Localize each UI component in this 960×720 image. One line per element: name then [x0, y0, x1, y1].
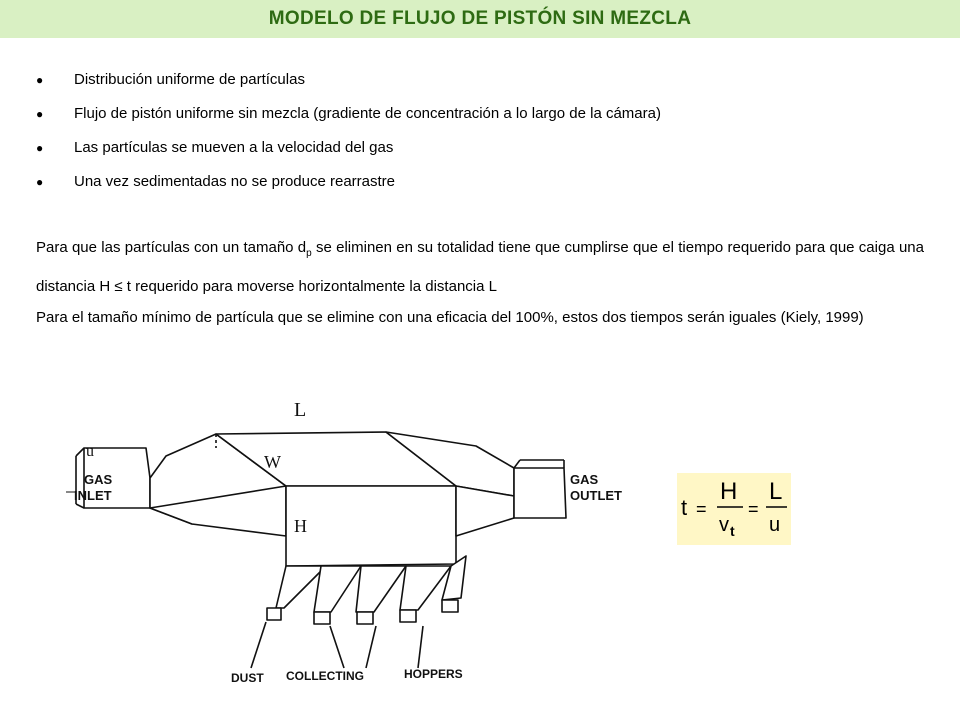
bullet-item — [36, 168, 926, 202]
bullet-list — [36, 66, 926, 202]
formula-equals-1: = — [696, 499, 707, 519]
time-equality-formula — [677, 473, 791, 545]
bullet-marker: ● — [36, 107, 44, 121]
formula-denominator-subscript-t: t — [730, 523, 735, 539]
bullet-item — [36, 66, 926, 100]
gas-inlet-label-2: INLET — [74, 488, 112, 503]
gas-outlet-label-2: OUTLET — [570, 488, 622, 503]
formula-denominator-v: v — [719, 514, 729, 536]
caption-dust: DUST — [231, 671, 264, 685]
paragraph1-after: se eliminen en su totalidad tiene que cumplirse que el tiempo requerido para que caiga una distancia H ≤ t requerido para moverse horizontalmente la distancia L — [36, 239, 924, 295]
bullet-marker: ● — [36, 175, 44, 189]
bullet-text: Una vez sedimentadas no se produce rearrastre — [74, 173, 396, 190]
page-title: MODELO DE FLUJO DE PISTÓN SIN MEZCLA — [268, 8, 692, 29]
caption-arrows — [251, 622, 423, 668]
gas-inlet-label-1: GAS — [84, 472, 113, 487]
formula-denominator-u: u — [769, 514, 781, 536]
diagram-label-u: u — [86, 443, 94, 460]
bullet-marker: ● — [36, 141, 44, 155]
bullet-text: Flujo de pistón uniforme sin mezcla (gradiente de concentración a lo largo de la cámara) — [74, 105, 661, 122]
formula-drawing — [677, 473, 791, 545]
bullet-text: Distribución uniforme de partículas — [74, 71, 305, 88]
settling-chamber-diagram — [66, 386, 626, 711]
diagram-label-h: H — [294, 516, 307, 536]
bullet-marker: ● — [36, 73, 44, 87]
paragraph1-subscript: p — [306, 248, 312, 259]
hoppers — [267, 556, 466, 624]
formula-numerator-h: H — [720, 478, 738, 505]
formula-equals-2: = — [748, 499, 759, 519]
gas-outlet-label-1: GAS — [570, 472, 599, 487]
paragraph1-before: Para que las partículas con un tamaño d — [36, 239, 307, 256]
paragraph-equal-times: Para el tamaño mínimo de partícula que se elimine con una eficacia del 100%, estos dos tiempos serán iguales (Kiely, 1999) — [36, 309, 864, 326]
formula-numerator-l: L — [769, 478, 783, 505]
paragraph-removal-condition — [36, 231, 924, 303]
diagram-label-w: W — [264, 452, 281, 472]
outlet-duct — [514, 460, 566, 518]
settling-chamber-drawing — [66, 386, 626, 706]
bullet-text: Las partículas se mueven a la velocidad del gas — [74, 139, 394, 156]
caption-hoppers: HOPPERS — [404, 667, 463, 681]
title-bar — [0, 0, 960, 38]
caption-collecting: COLLECTING — [286, 669, 364, 683]
bullet-item — [36, 134, 926, 168]
formula-t: t — [681, 495, 688, 520]
bullet-item — [36, 100, 926, 134]
diagram-label-l: L — [294, 399, 307, 421]
